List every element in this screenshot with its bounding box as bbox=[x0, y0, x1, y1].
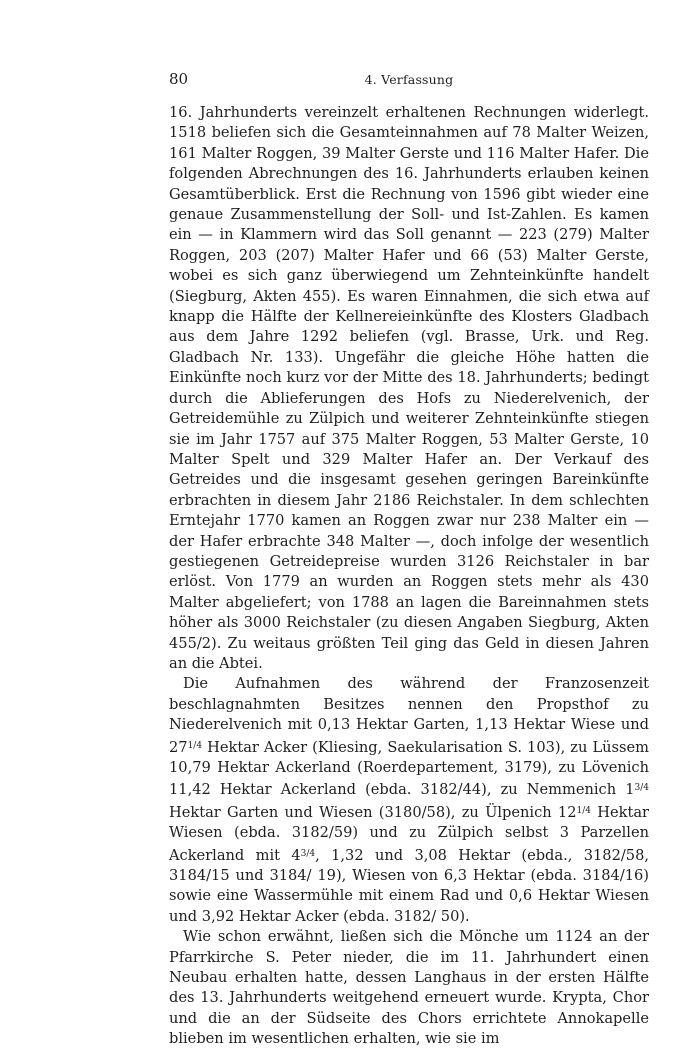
chapter-title: 4. Verfassung bbox=[364, 72, 454, 87]
paragraph-3-text: Wie schon erwähnt, ließen sich die Mönche um 1124 an der Pfarrkirche S. Peter nieder, die im 11. Jahrhundert einen Neubau erhalten hatte, dessen Langhaus in der ersten Hälfte des 13. Jahrhunderts weitgehend erneuert wurde. Krypta, Chor und die an der Südseite des Chors errichtete Annokapelle blieben im wesentlichen erhalten, wie sie im bbox=[169, 928, 649, 1048]
paragraph-3 bbox=[169, 927, 649, 1049]
text-segment: Hektar Garten und Wiesen (3180/58), zu Ülpenich 12 bbox=[169, 803, 577, 821]
running-head bbox=[169, 70, 649, 90]
fraction-superscript: 3/4 bbox=[300, 848, 316, 859]
text-segment: Hektar Acker (Kliesing, Saekularisation S. 103), zu Lüssem 10,79 Hektar Ackerland (Roerdepartement, 3179), zu Lövenich 11,42 Hektar Ackerland (ebda. 3182/44), zu Nemmenich 1 bbox=[169, 738, 649, 799]
paragraph-2 bbox=[169, 674, 649, 927]
text-segment: Hektar Wiesen (ebda. 3182/59) und zu Zülpich selbst 3 Parzellen Ackerland mit 4 bbox=[169, 803, 650, 864]
fraction-superscript: 1/4 bbox=[187, 740, 203, 751]
body-text bbox=[169, 103, 649, 1050]
text-segment: , 1,32 und 3,08 Hektar (ebda., 3182/58, 3184/15 und 3184/ 19), Wiesen von 6,3 Hektar (ebda. 3184/16) sowie eine Wassermühle mit einem Rad und 0,6 Hektar Wiesen und 3,92 Hektar Acker (ebda. 3182/ 50). bbox=[169, 846, 649, 925]
text-segment: Die Aufnahmen des während der Franzosenzeit beschlagnahmten Besitzes nennen den Propsthof zu Niederelvenich mit 0,13 Hektar Garten, 1,13 Hektar Wiese und 27 bbox=[169, 675, 649, 756]
fraction-superscript: 1/4 bbox=[576, 805, 591, 816]
fraction-superscript: 3/4 bbox=[634, 783, 649, 794]
paragraph-1 bbox=[169, 103, 649, 674]
page-number: 80 bbox=[169, 70, 189, 88]
paragraph-1-text: 16. Jahrhunderts vereinzelt erhaltenen Rechnungen widerlegt. 1518 beliefen sich die Gesamteinnahmen auf 78 Malter Weizen, 161 Malter Roggen, 39 Malter Gerste und 116 Malter Hafer. Die folgenden Abrechnungen des 16. Jahrhunderts erlauben keinen Gesamtüberblick. Erst die Rechnung von 1596 gibt wieder eine genaue Zusammenstellung der Soll- und Ist-Zahlen. Es kamen ein — in Klammern wird das Soll genannt — 223 (279) Malter Roggen, 203 (207) Malter Hafer und 66 (53) Malter Gerste, wobei es sich ganz überwiegend um Zehnteinkünfte handelt (Siegburg, Akten 455). Es waren Einnahmen, die sich etwa auf knapp die Hälfte der Kellnereieinkünfte des Klosters Gladbach aus dem Jahre 1292 beliefen (vgl. Brasse, Urk. und Reg. Gladbach Nr. 133). Ungefähr die gleiche Höhe hatten die Einkünfte noch kurz vor der Mitte des 18. Jahrhunderts; bedingt durch die Ablieferungen des Hofs zu Niederelvenich, der Getreidemühle zu Zülpich und weiterer Zehnteinkünfte stiegen sie im Jahr 1757 auf 375 Malter Roggen, 53 Malter Gerste, 10 Malter Spelt und 329 Malter Hafer an. Der Verkauf des Getreides und die insgesamt gesehen geringen Bareinkünfte erbrachten in diesem Jahr 2186 Reichstaler. In dem schlechten Erntejahr 1770 kamen an Roggen zwar nur 238 Malter ein — der Hafer erbrachte 348 Malter —, doch infolge der wesentlich gestiegenen Getreidepreise wurden 3126 Reichstaler in bar erlöst. Von 1779 an wurden an Roggen stets mehr als 430 Malter abgeliefert; von 1788 an lagen die Bareinnahmen stets höher als 3000 Reichstaler (zu diesen Angaben Siegburg, Akten 455/2). Zu weitaus größten Teil ging das Geld in diesen Jahren an die Abtei. bbox=[169, 104, 649, 672]
